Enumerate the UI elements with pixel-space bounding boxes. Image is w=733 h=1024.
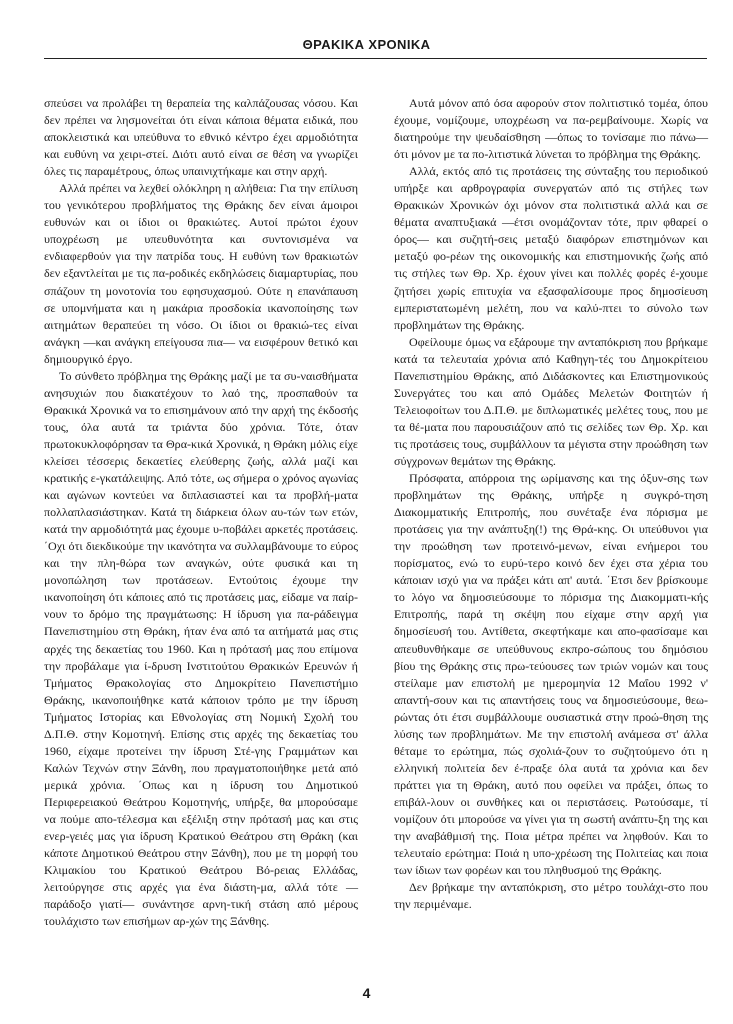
journal-title: ΘΡΑΚΙΚΑ ΧΡΟΝΙΚΑ <box>302 37 431 52</box>
right-paragraph-2: Αλλά, εκτός από τις προτάσεις της σύνταξης του περιοδικού υπήρξε και αρθρογραφία συνεργατών από τις στήλες των Θρακικών Χρονικών όχι μόνον στα πολιτιστικά αλλά και σε θέματα αναπτυξιακά —έτσι ονομάζονταν τότε, πριν φθαρεί ο όρος— και συζητή-σεις μεταξύ διαφόρων επιστημόνων και μεταξύ φο-ρέων της οικονομικής και επιστημονικής ζωής από τις στήλες των Θρ. Χρ. έχουν γίνει και πολλές φορές έ-χουμε ζητήσει χωρίς επιτυχία να εξασφαλίσουμε προς δημοσίευση εμπεριστατωμένη μελέτη, που να καλύ-πτει το σύνολο των προβλημάτων της Θράκης. <box>394 164 708 332</box>
page-number: 4 <box>362 985 371 1001</box>
right-paragraph-3: Οφείλουμε όμως να εξάρουμε την ανταπόκριση που βρήκαμε κατά τα τελευταία χρόνια από Καθηγη-τές του Δημοκρίτειου Πανεπιστημίου Θράκης, από Διδάσκοντες και Επιστημονικούς Συνεργάτες του και από Ομάδες Μελετών Φοιτητών ή Τελειοφοίτων του Δ.Π.Θ. με διπλωματικές μελέτες τους, που με τα θέ-ματα που παρουσιάζουν από τις σελίδες των Θρ. Χρ. και τις προτάσεις τους, συμβάλλουν τα μέγιστα στην προώθηση των σύγχρονων θεμάτων της Θράκης. <box>394 334 708 468</box>
left-paragraph-2: Αλλά πρέπει να λεχθεί ολόκληρη η αλήθεια: Για την επίλυση του γενικότερου προβλήματος της Θράκης δεν είναι άμοιροι ευθυνών και οι ίδιοι οι θρακιώτες. Αυτοί πρώτοι έχουν υποχρέωση με υπευθυνότητα και συντονισμένα να ενδιαφερθούν για την πατρίδα τους. Η ευθύνη των θρακιωτών δεν εξαντλείται με τις πα-ροδικές εκδηλώσεις διαμαρτυρίας, που σπάζουν τη μονοτονία του εφησυχασμού. Ούτε η επανάπαυση σε υπομνήματα και η μακάρια προσδοκία ικανοποίησης των αιτημάτων θεραπεύει τη νόσο. Οι ίδιοι οι θρακιώ-τες είναι ανάγκη —και ανάγκη επείγουσα πια— να εισφέρουν θετικό και δημιουργικό έργο. <box>44 181 358 366</box>
right-paragraph-4: Πρόσφατα, απόρροια της ωρίμανσης και της όξυν-σης των προβλημάτων της Θράκης, υπήρξε η συγκρό-τηση Διακομματικής Επιτροπής, που συνέταξε ένα πόρισμα με προτάσεις για την ανάπτυξη(!) της Θρά-κης. Οι υπεύθυνοι για την προώθηση των προτεινό-μενων, είναι ενήμεροι του πορίσματος, ενώ το ευρύ-τερο κοινό δεν έχει στα χέρια του κάποιαν ισχύ για να πράξει κάτι απ' αυτά. ΄Ετσι δεν βρίσκουμε το λόγο να δημοσιεύσουμε το πόρισμα της Διακομματι-κής Επιτροπής, παρά τη σκέψη που είχαμε στην αρχή για δημοσίευσή του. Αντίθετα, σκεφτήκαμε και απο-φασίσαμε και απευθυνθήκαμε σε υπεύθυνους εκπρο-σώπους του δημόσιου βίου της Θράκης στις πρω-τεύουσες των τριών νομών και τους στείλαμε μαν επιστολή με ημερομηνία 12 Μαΐου 1992 ν' απαντή-σουν και τις απαντήσεις τους να δημοσιεύσουμε, θεω-ρώντας ότι έτσι συμβάλλουμε ουσιαστικά στην προώ-θηση της λύσης των προβλημάτων. Με την επιστολή ανάμεσα στ' άλλα θέταμε το ερώτημα, πώς σχολιά-ζουν το συζητούμενο ότι η ελληνική πολιτεία δεν έ-πραξε όλα αυτά τα χρόνια και δεν πράττει για τη Θράκη, αυτό που οφείλει να πράξει, όπως το επιβάλ-λουν οι συνθήκες και οι περιστάσεις. Ρωτούσαμε, τί νομίζουν ότι μπορούσε να γίνει για τη σωστή ανάπτυ-ξη της και την αναβάθμισή της. Ποια μέτρα πρέπει να ληφθούν. Και το τελευταίο ερώτημα: Ποιά η υπο-χρέωση της Πολιτείας και ποια των ίδιων των φορέων και του πληθυσμού της Θράκης. <box>394 471 708 878</box>
right-paragraph-1: Αυτά μόνον από όσα αφορούν στον πολιτιστικό τομέα, όπου έχουμε, νομίζουμε, υποχρέωση να πα-ρεμβαίνουμε. Χωρίς να διατηρούμε την ψευδαίσθηση —όπως το τονίσαμε πιο πάνω— ότι μόνον με τα πο-λιτιστικά λύνεται το πρόβλημα της Θράκης. <box>394 96 708 162</box>
right-column <box>394 95 708 913</box>
left-paragraph-3: Το σύνθετο πρόβλημα της Θράκης μαζί με τα συ-ναισθήματα ανησυχιών που διακατέχουν το λαό της, προσπαθούν τα Θρακικά Χρονικά να το επισημάνουν από την αρχή της έκδοσής τους, όλα αυτά τα τριάντα δύο χρόνια. Τότε, όταν πρωτοκυκλοφόρησαν τα Θρα-κικά Χρονικά, η Θράκη μόλις είχε κλείσει τέσσερις δεκαετίες ελεύθερης ζωής, αλλά μαζί και κρατικής ε-γκατάλειψης. Από τότε, ως σήμερα ο χρόνος αγωνίας και αγώνων κοντεύει να διπλασιαστεί και τα προβλή-ματα πολλαπλασιάστηκαν. Κατά τη διάρκεια όλων αυ-τών των ετών, κατά την αρμοδιότητά μας έχουμε υ-ποβάλει αρκετές προτάσεις. ΄Οχι ότι διεκδικούμε την ικανότητα να συλλαμβάνουμε το εύρος και την πλη-θώρα των αναγκών, ούτε φυσικά και τη μονοπώληση των προτάσεων. Εντούτοις έχουμε την ικανοποίηση ότι κάποιες από τις προτάσεις μας, είδαμε να παίρ-νουν το δρόμο της πραγμάτωσης: Η ίδρυση για πα-ράδειγμα Πανεπιστημίου στη Θράκη, ήταν ένα από τα αιτήματά μας στις αρχές της δεκαετίας του 1960. Και η πρότασή μας που επίμονα την προβάλαμε για ί-δρυση Ινστιτούτου Θρακικών Ερευνών ή Τμήματος Θρακολογίας στο Δημοκρίτειο Πανεπιστήμιο Θράκης, ικανοποιήθηκε κατά κάποιον τρόπο με την ίδρυση Τμήματος Ιστορίας και Εθνολογίας στη Νομική Σχολή του Δ.Π.Θ. στην Κομοτηνή. Επίσης στις αρχές της δεκαετίας του 1960, είχαμε προτείνει την ίδρυση Στέ-γης Γραμμάτων και Καλών Τεχνών στην Ξάνθη, που πραγματοποιήθηκε μετά από μερικά χρόνια. ΄Οπως και η ίδρυση του Δημοτικού Περιφερειακού Θεάτρου Κομοτηνής, υπήρξε, θα μπορούσαμε να πούμε απο-τέλεσμα και εξέλιξη στην πρότασή μας και στις ενερ-γειές μας για ίδρυση Κρατικού Θεάτρου στη Θράκη (και κάποτε Δημοτικού Θεάτρου στην Ξάνθη), που με τη μορφή του Κλιμακίου του Κρατικού Θεάτρου Βό-ρειας Ελλάδας, λειτούργησε στις αρχές για ένα διάστη-μα, αλλά τότε —παράδοξο γιατί— συνάντησε αρνη-τική στάση από μέρους τουλάχιστο των επισήμων αρ-χών της Ξάνθης. <box>44 368 358 929</box>
left-column <box>44 95 358 930</box>
header-rule <box>44 58 707 59</box>
left-paragraph-1: σπεύσει να προλάβει τη θεραπεία της καλπάζουσας νόσου. Και δεν πρέπει να λησμονείται ότι είναι κάποια θέματα ειδικά, που αποκλειστικά και υπεύθυνα το εθνικό κέντρο έχει αρμοδιότητα και ευθύνη να χειρι-στεί. Διότι αυτό είναι σε θέση να γνωρίζει όλες τις παραμέτρους, όπως υπαινιχτήκαμε και στην αρχή. <box>44 96 358 179</box>
right-paragraph-5: Δεν βρήκαμε την ανταπόκριση, στο μέτρο τουλάχι-στο που την περιμέναμε. <box>394 880 708 912</box>
